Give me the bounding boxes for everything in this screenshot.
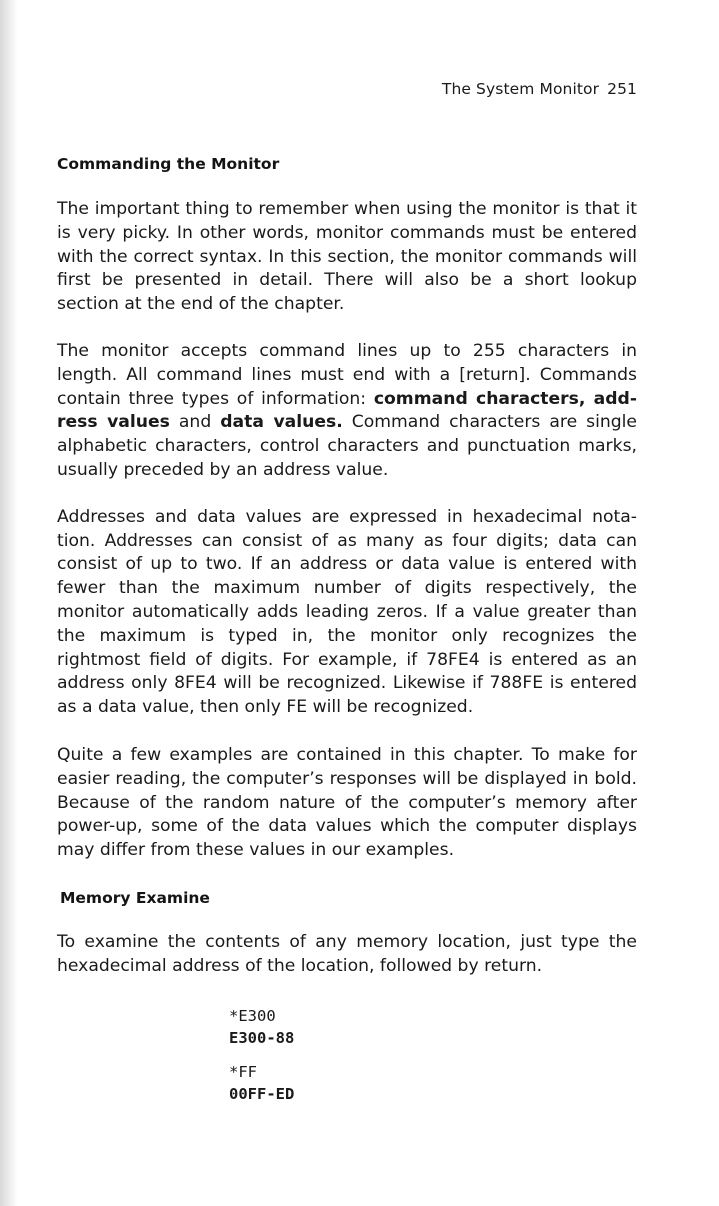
paragraph-addresses: Addresses and data values are expressed in hexadecimal nota-tion. Addresses can consist of as many as four digits; data can consist of up to two. If an address or data value is entered with fewer than the maximum number of digits respectively, the monitor automatically adds leading zeros. If a value greater than the maximum is typed in, the monitor only recognizes the rightmost field of digits. For example, if 78FE4 is entered as an address only 8FE4 will be recognized. Likewise if 788FE is entered as a data value, then only FE will be recognized. (57, 506, 637, 718)
section-heading-memory-examine: Memory Examine (60, 888, 210, 907)
page-body (57, 155, 637, 1105)
section-heading-commanding: Commanding the Monitor (57, 155, 280, 173)
page-gutter-shadow (0, 0, 18, 1206)
text-run: and (169, 412, 221, 433)
code-output-line: E300-88 (229, 1028, 295, 1047)
paragraph-intro: The important thing to remember when using the monitor is that it is very picky. In other words, monitor commands must be entered with the correct syntax. In this section, the monitor commands will first be presented in detail. There will also be a short lookup section at the end of the chapter. (57, 199, 637, 315)
paragraph-command-lines (57, 340, 637, 483)
bold-term-data-values: data values. (220, 412, 343, 433)
text-run: Command characters are single alphabetic characters, control characters and punctuation marks, usually preceded by an address value. (57, 412, 638, 480)
bold-term-command-characters: command characters, add-ress values (57, 388, 637, 433)
code-input-line: *E300 (229, 1006, 276, 1025)
paragraph-examples: Quite a few examples are contained in this chapter. To make for easier reading, the computer’s responses will be displayed in bold. Because of the random nature of the computer’s memory after power-up, some of the data values which the computer displays may differ from these values in our examples. (57, 744, 637, 861)
code-example (229, 1005, 637, 1105)
code-input-line: *FF (229, 1062, 257, 1081)
running-head (442, 80, 637, 98)
text-run: The monitor accepts command lines up to 255 characters in length. All command lines must end with a [return]. Commands contain three types of information: (57, 340, 637, 409)
page-number: 251 (607, 80, 637, 98)
paragraph-memory-examine: To examine the contents of any memory location, just type the hexadecimal address of the location, followed by return. (57, 931, 637, 976)
code-output-line: 00FF-ED (229, 1084, 295, 1103)
running-head-title: The System Monitor (441, 80, 600, 98)
